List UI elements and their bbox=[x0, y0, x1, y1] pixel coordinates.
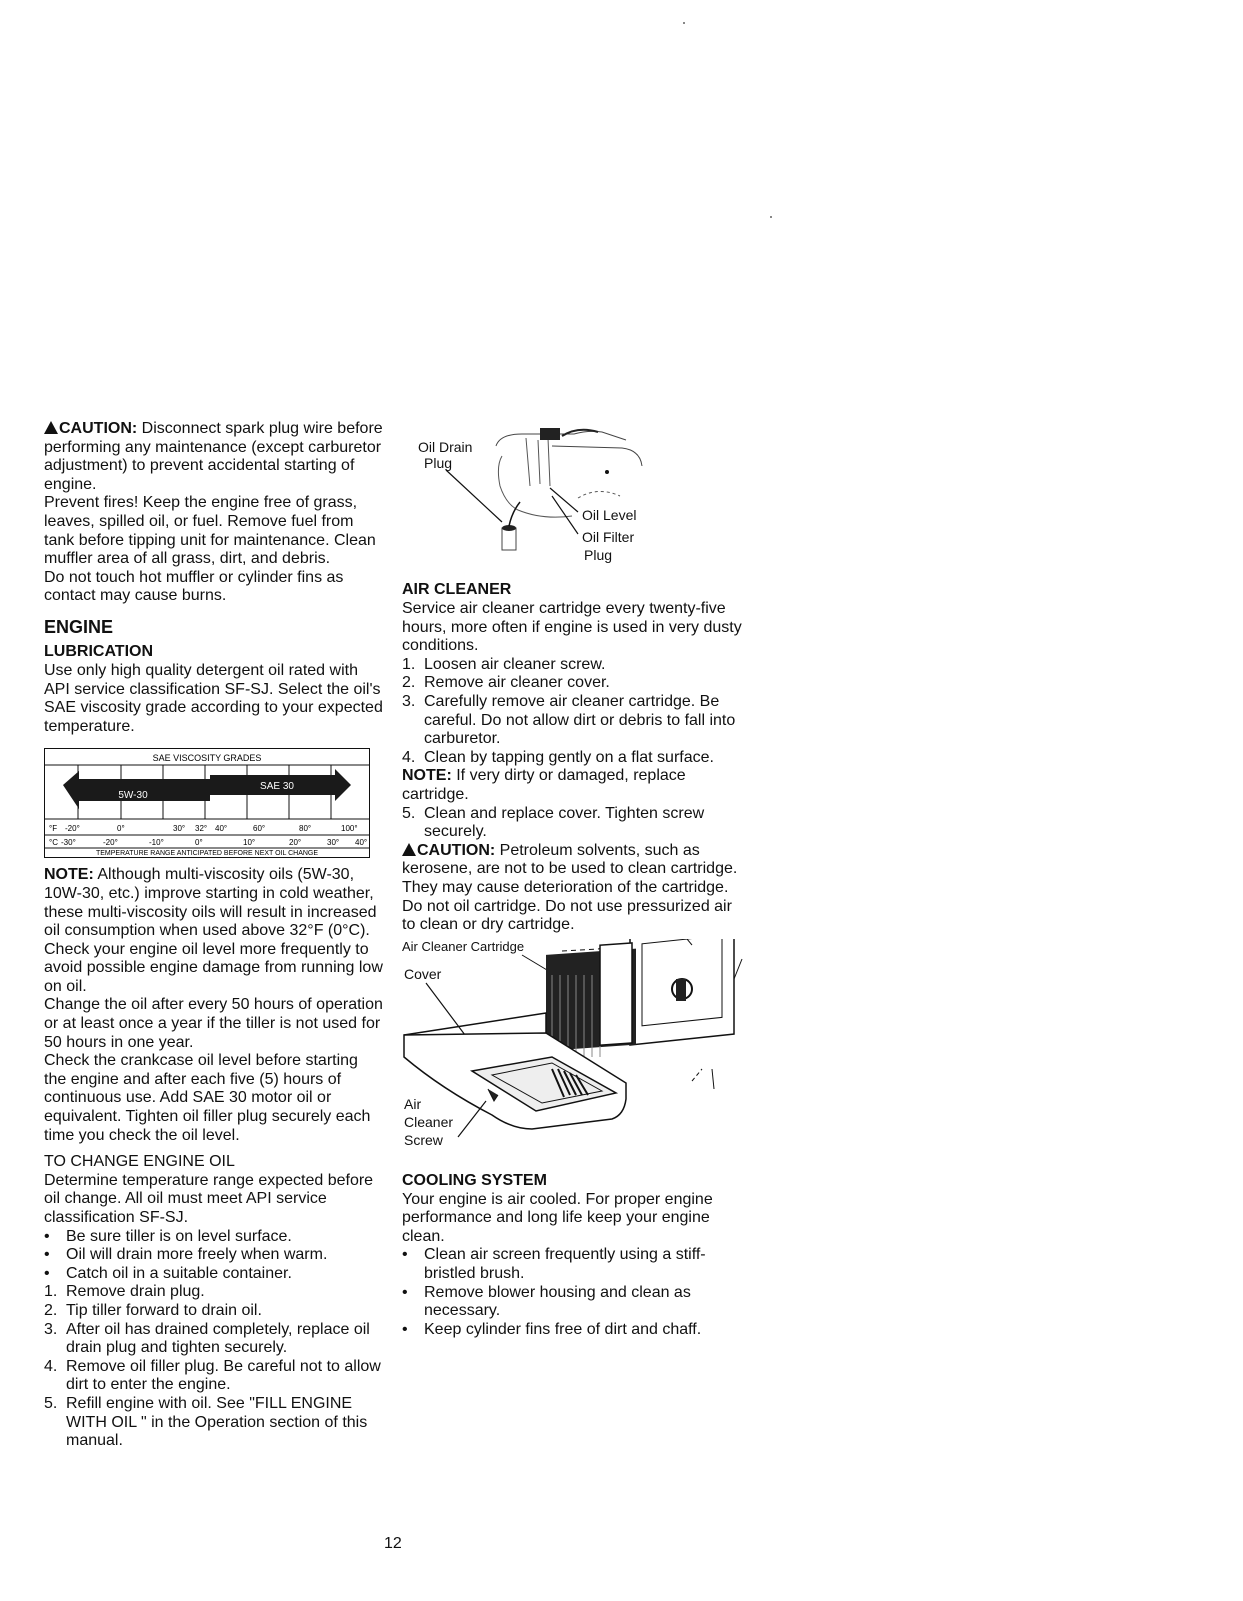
f-tick: 100° bbox=[341, 824, 358, 834]
bullet-text: Remove blower housing and clean as necessary. bbox=[424, 1283, 691, 1320]
list-item bbox=[44, 1228, 384, 1247]
viscosity-chart-title: SAE VISCOSITY GRADES bbox=[152, 753, 262, 764]
viscosity-chart bbox=[44, 748, 370, 858]
determine-text: Determine temperature range expected before oil change. All oil must meet API service classification SF-SJ. bbox=[44, 1171, 374, 1226]
fire-warning-text: Prevent fires! Keep the engine free of grass, leaves, spilled oil, or fuel. Remove fuel from tank before tipping unit for maintenance. Clean muffler area of all grass, dirt, and debris. bbox=[44, 494, 376, 568]
c-tick: -10° bbox=[149, 838, 164, 848]
bullet-text: Keep cylinder fins free of dirt and chaff. bbox=[424, 1320, 702, 1338]
bullet-mark: • bbox=[402, 1246, 408, 1264]
step-text: Clean and replace cover. Tighten screw securely. bbox=[424, 804, 705, 841]
list-item bbox=[402, 1321, 747, 1340]
list-item bbox=[44, 1265, 384, 1284]
f-tick: 30° bbox=[173, 824, 186, 834]
list-item: 2. Tip tiller forward to drain oil. bbox=[44, 1302, 384, 1321]
list-item bbox=[44, 1246, 384, 1265]
step-text: After oil has drained completely, replace oil drain plug and tighten securely. bbox=[66, 1320, 370, 1357]
c-tick: 10° bbox=[243, 838, 256, 848]
c-tick: 20° bbox=[289, 838, 302, 848]
step-text: Clean by tapping gently on a flat surface. bbox=[424, 748, 714, 766]
bullet-mark: • bbox=[402, 1320, 408, 1338]
list-item: 3. After oil has drained completely, replace oil drain plug and tighten securely. bbox=[44, 1321, 384, 1358]
muffler-warning-text: Do not touch hot muffler or cylinder fins as contact may cause burns. bbox=[44, 568, 344, 605]
right-column bbox=[402, 430, 747, 1339]
engine-heading: ENGINE bbox=[44, 616, 114, 637]
c-tick: 40° bbox=[355, 838, 368, 848]
c-tick: -30° bbox=[61, 838, 76, 848]
f-tick: 80° bbox=[299, 824, 312, 834]
c-tick: -20° bbox=[103, 838, 118, 848]
caution-label: CAUTION: bbox=[59, 420, 138, 437]
oil-drain-label: Plug bbox=[424, 455, 453, 471]
screw-label: Screw bbox=[404, 1131, 443, 1148]
oil-drain-figure bbox=[402, 426, 747, 576]
f-tick: 60° bbox=[253, 824, 266, 834]
warning-triangle-icon bbox=[44, 421, 58, 434]
list-item bbox=[402, 1246, 747, 1283]
screw-label: Cleaner bbox=[404, 1113, 454, 1130]
caution-label: CAUTION: bbox=[417, 841, 496, 859]
viscosity-chart-footer: TEMPERATURE RANGE ANTICIPATED BEFORE NEXT OIL CHANGE bbox=[95, 850, 319, 858]
note-text: If very dirty or damaged, replace cartridge. bbox=[402, 767, 686, 803]
c-tick: 0° bbox=[195, 838, 203, 848]
note-text: Although multi-viscosity oils (5W-30, 10W-30, etc.) improve starting in cold weather, these multi-viscosity oils will result in increased oil consumption when used above 32°F (0°C). Check your engine oil level more frequently to avoid possible engine damage from running low on oil. bbox=[44, 866, 383, 995]
f-tick: 40° bbox=[215, 824, 228, 834]
cover-label: Cover bbox=[404, 965, 442, 982]
list-item: 4. Clean by tapping gently on a flat surface. bbox=[402, 749, 747, 768]
bullet-text: Clean air screen frequently using a stiff-bristled brush. bbox=[424, 1246, 706, 1283]
sae30-bar-label: SAE 30 bbox=[260, 781, 294, 793]
left-column bbox=[44, 420, 384, 1451]
bullet-text: Oil will drain more freely when warm. bbox=[66, 1246, 328, 1264]
cooling-text: Your engine is air cooled. For proper engine performance and long life keep your engine clean. bbox=[402, 1190, 713, 1245]
scan-speck bbox=[770, 216, 772, 218]
change-interval-text: Change the oil after every 50 hours of operation or at least once a year if the tiller is not used for 50 hours in one year. bbox=[44, 996, 383, 1051]
f-tick: 32° bbox=[195, 824, 208, 834]
step-text: Refill engine with oil. See "FILL ENGINE WITH OIL " in the Operation section of this manual. bbox=[66, 1394, 368, 1450]
list-item: 5. Refill engine with oil. See "FILL ENGINE WITH OIL " in the Operation section of this manual. bbox=[44, 1395, 384, 1451]
f-tick: 0° bbox=[117, 824, 125, 834]
bullet-text: Be sure tiller is on level surface. bbox=[66, 1227, 292, 1245]
note-label: NOTE: bbox=[44, 866, 94, 884]
note-paragraph bbox=[44, 866, 384, 996]
c-tick: 30° bbox=[327, 838, 340, 848]
scan-speck bbox=[683, 22, 685, 24]
list-item: 3. Carefully remove air cleaner cartridge. Be careful. Do not allow dirt or debris to fall into carburetor. bbox=[402, 693, 747, 749]
list-item: 4. Remove oil filler plug. Be careful not to allow dirt to enter the engine. bbox=[44, 1358, 384, 1395]
air-cleaner-heading: AIR CLEANER bbox=[402, 581, 512, 598]
fahrenheit-unit: °F bbox=[49, 824, 58, 834]
bullet-mark: • bbox=[402, 1283, 408, 1301]
list-item: 1. Loosen air cleaner screw. bbox=[402, 656, 747, 675]
step-text: Remove air cleaner cover. bbox=[424, 674, 610, 692]
oil-filter-label: Plug bbox=[584, 547, 613, 563]
caution-text: Disconnect spark plug wire before performing any maintenance (except carburetor adjustment) to prevent accidental starting of engine. bbox=[44, 420, 383, 493]
5w30-bar-label: 5W-30 bbox=[118, 790, 148, 802]
cooling-heading: COOLING SYSTEM bbox=[402, 1171, 547, 1189]
oil-filter-label: Oil Filter bbox=[582, 529, 635, 545]
lubrication-text: Use only high quality detergent oil rated with API service classification SF-SJ. Select the oil's SAE viscosity grade according to your expected temperature. bbox=[44, 661, 383, 735]
step-text: Remove drain plug. bbox=[66, 1283, 205, 1301]
bullet-mark: • bbox=[44, 1246, 50, 1264]
celsius-unit: °C bbox=[49, 838, 58, 848]
list-item: 2. Remove air cleaner cover. bbox=[402, 674, 747, 693]
f-tick: -20° bbox=[65, 824, 80, 834]
check-oil-text: Check the crankcase oil level before starting the engine and after each five (5) hours of continuous use. Add SAE 30 motor oil or equivalent. Tighten oil filler plug securely each time you check the oil level. bbox=[44, 1052, 371, 1144]
air-cleaner-figure bbox=[402, 939, 747, 1165]
step-text: Carefully remove air cleaner cartridge. Be careful. Do not allow dirt or debris to fall into carburetor. bbox=[424, 692, 736, 748]
list-item bbox=[402, 1284, 747, 1321]
bullet-text: Catch oil in a suitable container. bbox=[66, 1264, 292, 1282]
step-text: Loosen air cleaner screw. bbox=[424, 655, 606, 673]
change-oil-heading: TO CHANGE ENGINE OIL bbox=[44, 1153, 235, 1171]
cartridge-label: Air Cleaner Cartridge bbox=[402, 938, 525, 954]
caution-text: Petroleum solvents, such as kerosene, are not to be used to clean cartridge. They may cause deterioration of the cartridge. Do not oil cartridge. Do not use pressurized air to clean or dry cartridge. bbox=[402, 841, 738, 934]
caution-paragraph bbox=[44, 420, 384, 494]
air-note-paragraph bbox=[402, 767, 747, 804]
page-number: 12 bbox=[384, 1535, 402, 1552]
note-label: NOTE: bbox=[402, 767, 452, 785]
air-cleaner-text: Service air cleaner cartridge every twenty-five hours, more often if engine is used in very dusty conditions. bbox=[402, 600, 742, 655]
lubrication-heading: LUBRICATION bbox=[44, 642, 154, 660]
oil-level-label: Oil Level bbox=[582, 507, 637, 523]
list-item: 1. Remove drain plug. bbox=[44, 1283, 384, 1302]
solvent-caution-paragraph bbox=[402, 842, 747, 935]
screw-label: Air bbox=[404, 1095, 422, 1112]
warning-triangle-icon bbox=[402, 843, 416, 856]
list-item: 5. Clean and replace cover. Tighten screw securely. bbox=[402, 805, 747, 842]
step-text: Remove oil filler plug. Be careful not to allow dirt to enter the engine. bbox=[66, 1357, 381, 1394]
bullet-mark: • bbox=[44, 1227, 50, 1245]
bullet-mark: • bbox=[44, 1264, 50, 1282]
step-text: Tip tiller forward to drain oil. bbox=[66, 1301, 262, 1319]
oil-drain-label: Oil Drain bbox=[418, 439, 473, 455]
